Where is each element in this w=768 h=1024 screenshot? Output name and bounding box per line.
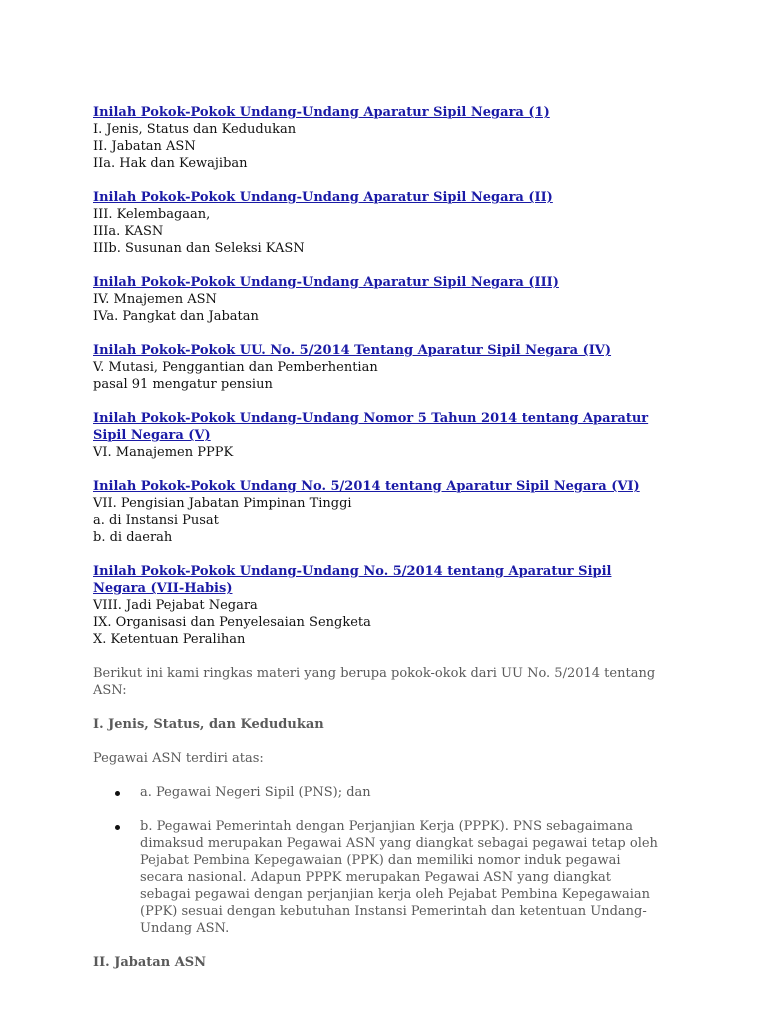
list-item [93,818,663,937]
article-link-2[interactable]: Inilah Pokok-Pokok Undang-Undang Aparatur Sipil Negara (II) [93,190,553,205]
pegawai-asn-paragraph: Pegawai ASN terdiri atas: [93,751,264,766]
article-link-4[interactable]: Inilah Pokok-Pokok UU. No. 5/2014 Tentang Aparatur Sipil Negara (IV) [93,343,612,358]
list-item [93,784,663,801]
list-item-text: b. Pegawai Pemerintah dengan Perjanjian Kerja (PPPK). PNS sebagaimana dimaksud merupakan Pegawai ASN yang diangkat sebagai pegawai tetap oleh Pejabat Pembina Kepegawaian (PPK) dan memiliki nomor induk pegawai secara nasional. Adapun PPPK merupakan Pegawai ASN yang diangkat sebagai pegawai dengan perjanjian kerja oleh Pejabat Pembina Kepegawaian (PPK) sesuai dengan kebutuhan Instansi Pemerintah dan ketentuan Undang-Undang ASN. [140,819,658,936]
section-6 [93,478,663,546]
section-line: a. di Instansi Pusat [93,513,219,528]
section-line: II. Jabatan ASN [93,139,196,154]
list-item-text: a. Pegawai Negeri Sipil (PNS); dan [140,785,371,800]
section-line: VI. Manajemen PPPK [93,445,234,460]
article-link-5[interactable]: Inilah Pokok-Pokok Undang-Undang Nomor 5 Tahun 2014 tentang Aparatur Sipil Negara (V) [93,411,649,443]
section-5 [93,410,663,461]
section-line: V. Mutasi, Penggantian dan Pemberhentian [93,360,378,375]
section-4 [93,342,663,393]
section-line: X. Ketentuan Peralihan [93,632,246,647]
section-2 [93,189,663,257]
section-line: IIIa. KASN [93,224,164,239]
heading-jenis-status: I. Jenis, Status, dan Kedudukan [93,717,324,732]
bullet-icon [115,791,120,796]
section-line: pasal 91 mengatur pensiun [93,377,273,392]
section-line: IV. Mnajemen ASN [93,292,217,307]
section-3 [93,274,663,325]
document-content [93,104,663,988]
section-line: IX. Organisasi dan Penyelesaian Sengketa [93,615,371,630]
section-line: III. Kelembagaan, [93,207,211,222]
article-link-7[interactable]: Inilah Pokok-Pokok Undang-Undang No. 5/2014 tentang Aparatur Sipil Negara (VII-Habis) [93,564,612,596]
pegawai-type-list [93,784,663,937]
article-link-6[interactable]: Inilah Pokok-Pokok Undang No. 5/2014 tentang Aparatur Sipil Negara (VI) [93,479,640,494]
intro-paragraph: Berikut ini kami ringkas materi yang berupa pokok-okok dari UU No. 5/2014 tentang ASN: [93,666,656,698]
section-line: b. di daerah [93,530,173,545]
section-line: VII. Pengisian Jabatan Pimpinan Tinggi [93,496,352,511]
article-link-3[interactable]: Inilah Pokok-Pokok Undang-Undang Aparatur Sipil Negara (III) [93,275,559,290]
article-link-1[interactable]: Inilah Pokok-Pokok Undang-Undang Aparatur Sipil Negara (1) [93,105,550,120]
section-line: IIa. Hak dan Kewajiban [93,156,248,171]
section-line: VIII. Jadi Pejabat Negara [93,598,258,613]
section-line: IVa. Pangkat dan Jabatan [93,309,259,324]
section-line: I. Jenis, Status dan Kedudukan [93,122,297,137]
section-7 [93,563,663,648]
section-1 [93,104,663,172]
section-line: IIIb. Susunan dan Seleksi KASN [93,241,305,256]
heading-jabatan-asn: II. Jabatan ASN [93,955,207,970]
bullet-icon [115,825,120,830]
